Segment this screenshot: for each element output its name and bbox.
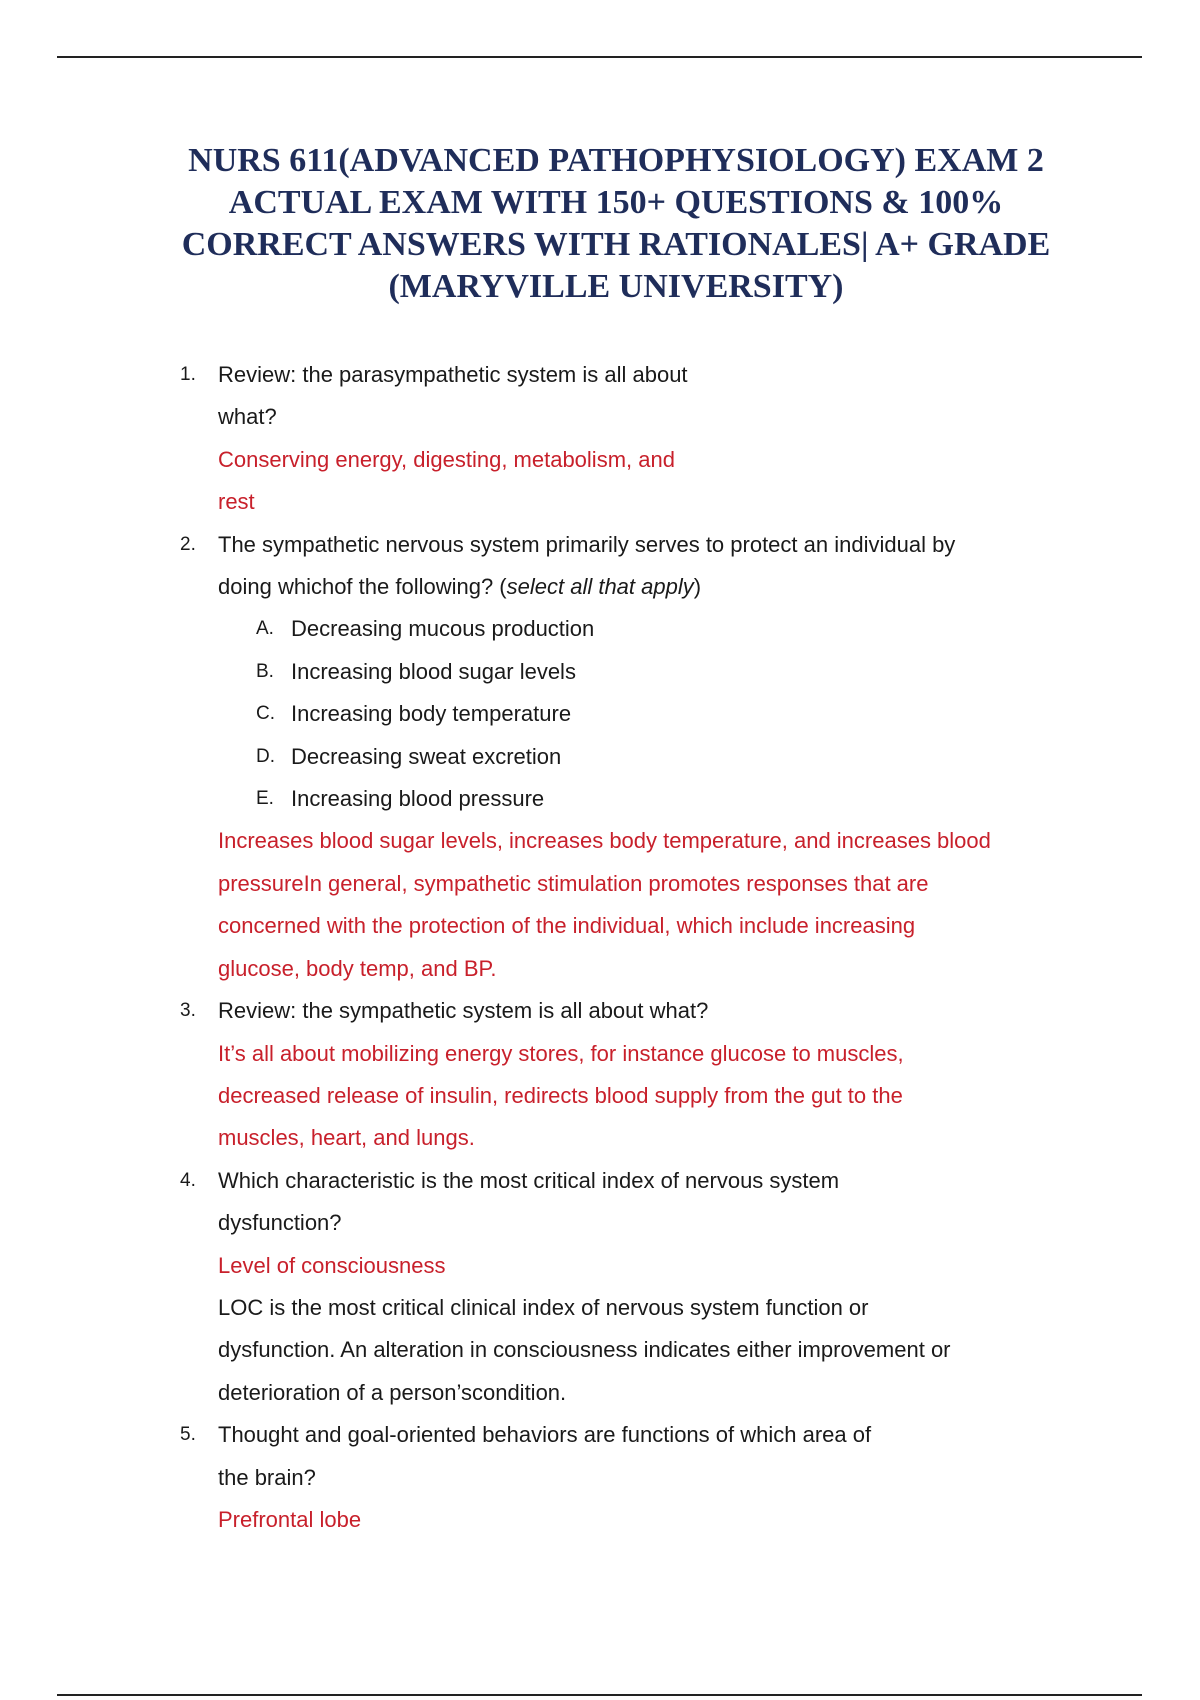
question-text-suffix: ): [693, 574, 702, 600]
question-number: 5.: [180, 1424, 196, 1446]
answer-text: muscles, heart, and lungs.: [218, 1125, 475, 1151]
answer-text: decreased release of insulin, redirects blood supply from the gut to the: [218, 1082, 903, 1108]
title-line: (MARYVILLE UNIVERSITY): [388, 268, 844, 305]
question-text-prefix: doing whichof the following? (: [218, 574, 507, 600]
answer-text: concerned with the protection of the individual, which include increasing: [218, 913, 916, 939]
option-text: Increasing blood sugar levels: [291, 658, 576, 684]
question-text: Which characteristic is the most critical index of nervous system: [218, 1167, 840, 1193]
header-rule: [57, 56, 1142, 58]
question-text: Thought and goal-oriented behaviors are functions of which area of: [218, 1422, 872, 1448]
option-c: [256, 693, 1080, 735]
question-body: [218, 524, 1080, 990]
answer-text: Prefrontal lobe: [218, 1506, 362, 1532]
question-number: 3.: [180, 1000, 196, 1022]
question-text: Review: the parasympathetic system is all about: [218, 362, 688, 387]
option-letter: A.: [256, 618, 274, 640]
question-text: Review: the sympathetic system is all about what?: [218, 998, 709, 1024]
answer-text: Conserving energy, digesting, metabolism, and: [218, 446, 675, 472]
rationale-text: LOC is the most critical clinical index of nervous system function or: [218, 1294, 869, 1320]
option-d: [256, 736, 1080, 778]
option-text: Decreasing mucous production: [291, 616, 595, 642]
answer-text: rest: [218, 489, 255, 515]
title-line: CORRECT ANSWERS WITH RATIONALES| A+ GRADE: [181, 226, 1051, 263]
question-item-1: [180, 354, 1080, 524]
question-text: what?: [218, 404, 277, 430]
answer-text: Level of consciousness: [218, 1252, 446, 1278]
rationale-text: deterioration of a person’scondition.: [218, 1379, 567, 1405]
question-body: [218, 990, 1080, 1160]
option-text: Increasing body temperature: [291, 701, 572, 727]
option-e: [256, 778, 1080, 820]
question-item-3: [180, 990, 1080, 1160]
question-text: The sympathetic nervous system primarily serves to protect an individual by: [218, 531, 956, 557]
question-item-2: [180, 524, 1080, 990]
question-item-5: [180, 1414, 1080, 1541]
option-a: [256, 608, 1080, 650]
question-instruction: select all that apply: [506, 574, 694, 600]
option-letter: E.: [256, 788, 274, 810]
question-number: 2.: [180, 533, 196, 555]
option-letter: D.: [256, 745, 275, 767]
option-letter: C.: [256, 703, 275, 725]
question-number: 4.: [180, 1169, 196, 1191]
question-body: [218, 354, 1080, 524]
question-list: [180, 354, 1080, 1541]
answer-text: pressureIn general, sympathetic stimulation promotes responses that are: [218, 870, 929, 896]
title-line: NURS 611(ADVANCED PATHOPHYSIOLOGY) EXAM 2: [188, 142, 1044, 179]
option-b: [256, 651, 1080, 693]
question-body: [218, 1414, 1080, 1541]
question-text: [218, 566, 1080, 608]
rationale-text: dysfunction. An alteration in consciousness indicates either improvement or: [218, 1337, 951, 1363]
option-letter: B.: [256, 660, 274, 682]
answer-text: It’s all about mobilizing energy stores, for instance glucose to muscles,: [218, 1040, 904, 1066]
answer-text: glucose, body temp, and BP.: [218, 955, 497, 981]
option-text: Decreasing sweat excretion: [291, 743, 562, 769]
answer-text: Increases blood sugar levels, increases body temperature, and increases blood: [218, 828, 991, 854]
title-line: ACTUAL EXAM WITH 150+ QUESTIONS & 100%: [228, 184, 1004, 221]
question-text: dysfunction?: [218, 1210, 342, 1236]
option-text: Increasing blood pressure: [291, 786, 545, 812]
question-body: [218, 1160, 1080, 1414]
question-number: 1.: [180, 364, 196, 385]
footer-rule: [57, 1694, 1142, 1696]
question-text: the brain?: [218, 1464, 316, 1490]
document-title: [100, 140, 1132, 308]
question-item-4: [180, 1160, 1080, 1414]
